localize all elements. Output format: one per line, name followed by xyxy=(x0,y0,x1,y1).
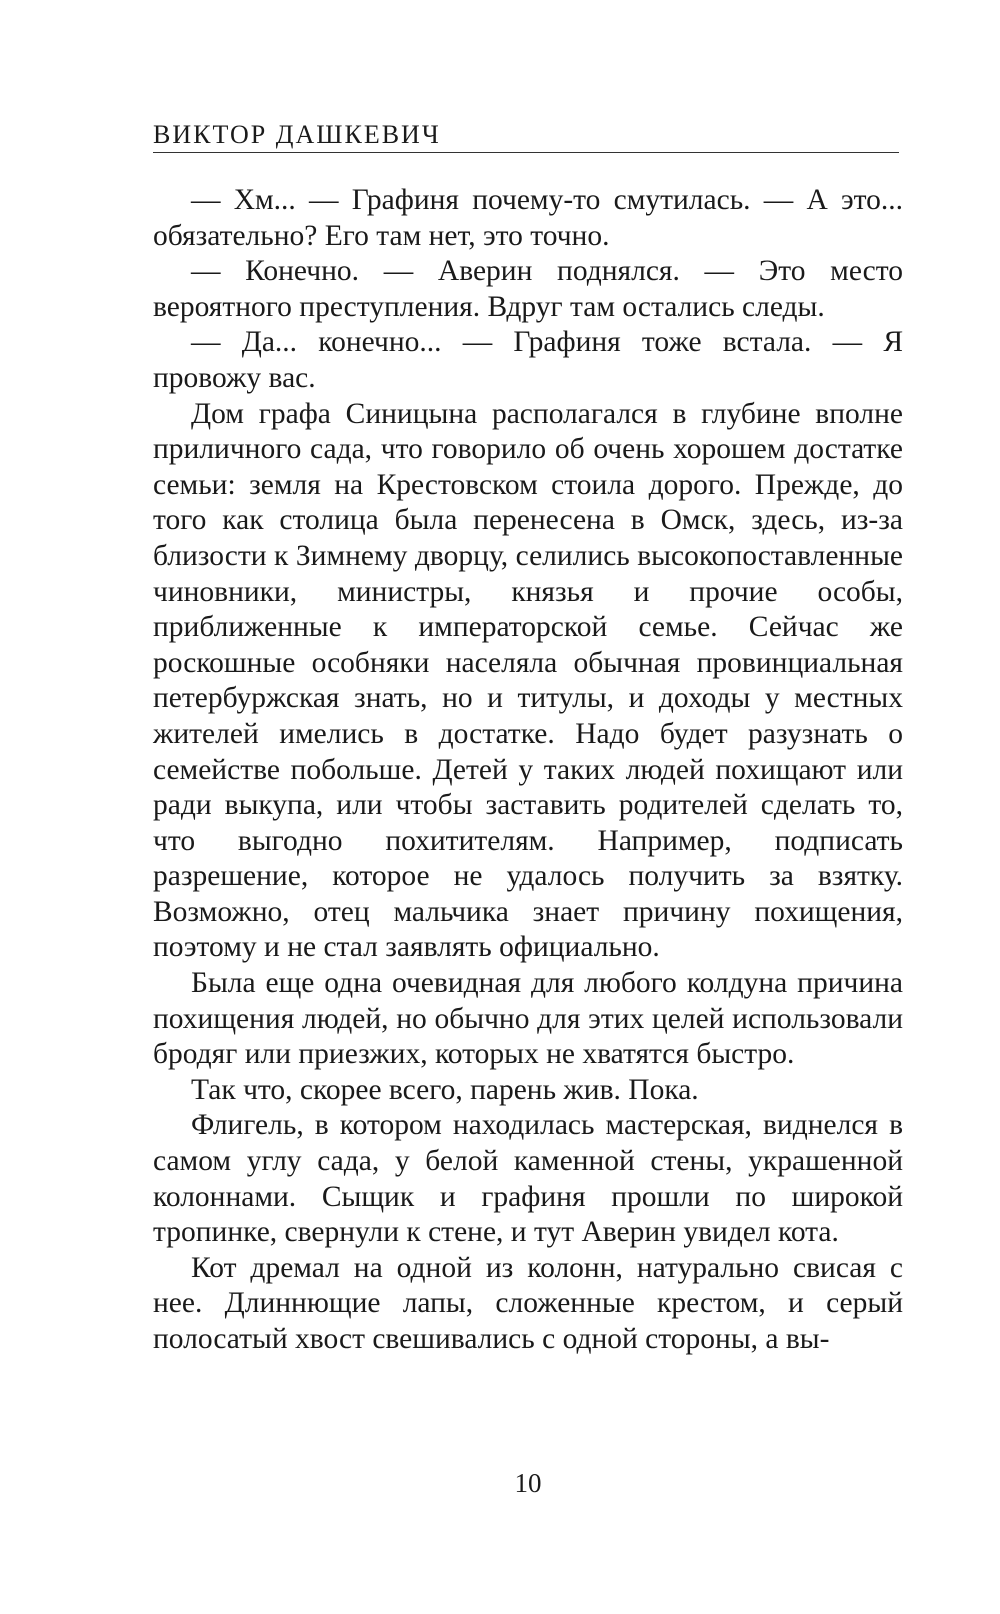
paragraph: — Конечно. — Аверин поднялся. — Это место вероятного преступления. Вдруг там остались следы. xyxy=(153,255,903,323)
paragraph: — Да... конечно... — Графиня тоже встала. — Я провожу вас. xyxy=(153,326,903,394)
paragraph: Флигель, в котором находилась мастерская, виднелся в самом углу сада, у белой каменной стены, украшенной колоннами. Сыщик и графиня прошли по широкой тропинке, свернули к стене, и тут Аверин увидел кота. xyxy=(153,1109,903,1249)
page-number: 10 xyxy=(514,1468,542,1498)
paragraph: Была еще одна очевидная для любого колдуна причина похищения людей, но обычно для этих целей использовали бродяг или приезжих, которых не хватятся быстро. xyxy=(153,967,903,1071)
paragraph: Кот дремал на одной из колонн, натурально свисая с нее. Длиннющие лапы, сложенные крестом, и серый полосатый хвост свешивались с одной стороны, а вы- xyxy=(153,1251,903,1355)
paragraph: Дом графа Синицына располагался в глубине вполне приличного сада, что говорило об очень хорошем достатке семьи: земля на Крестовском стоила дорого. Прежде, до того как столица была перенесена в Омск, здесь, из-за близости к Зимнему дворцу, селились высокопоставленные чиновники, министры, князья и прочие особы, приближенные к императорской семье. Сейчас же роскошные особняки населяла обычная провинциальная петербуржская знать, но и титулы, и доходы у местных жителей имелись в достатке. Надо будет разузнать о семействе побольше. Детей у таких людей похищают или ради выкупа, или чтобы заставить родителей сделать то, что выгодно похитителям. Например, подписать разрешение, которое не удалось получить за взятку. Возможно, отец мальчика знает причину похищения, поэтому и не стал заявлять официально. xyxy=(153,397,903,964)
running-head-author: ВИКТОР ДАШКЕВИЧ xyxy=(153,120,899,153)
body-text xyxy=(153,183,903,1358)
paragraph: Так что, скорее всего, парень жив. Пока. xyxy=(191,1073,699,1106)
book-page xyxy=(153,120,903,1358)
paragraph: — Хм... — Графиня почему-то смутилась. — А это... обязательно? Его там нет, это точно. xyxy=(153,184,903,252)
